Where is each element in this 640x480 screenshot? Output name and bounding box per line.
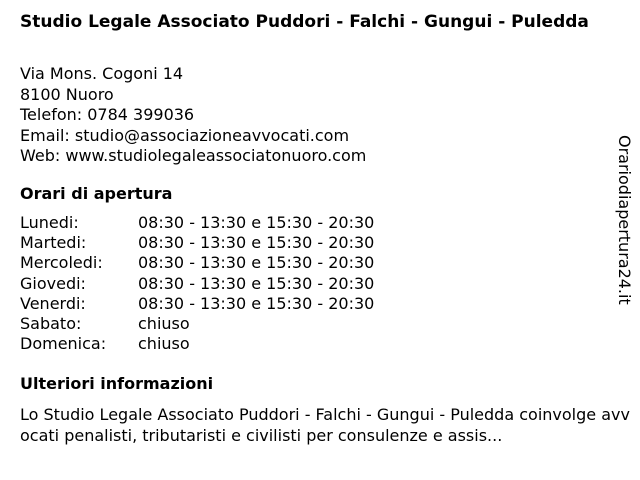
day-label: Venerdi: [20, 293, 86, 313]
contact-block [20, 64, 366, 167]
hours-value: 08:30 - 13:30 e 15:30 - 20:30 [138, 273, 375, 293]
hours-value: 08:30 - 13:30 e 15:30 - 20:30 [138, 253, 375, 273]
phone: Telefon: 0784 399036 [20, 105, 195, 124]
hours-value: chiuso [138, 334, 190, 354]
day-label: Domenica: [20, 334, 107, 354]
street-address: Via Mons. Cogoni 14 [20, 64, 184, 83]
brand-watermark: Orariodiapertura24.it [615, 135, 634, 305]
hours-value: 08:30 - 13:30 e 15:30 - 20:30 [138, 213, 375, 232]
website: Web: www.studiolegaleassociatonuoro.com [20, 146, 367, 165]
day-label: Lunedi: [20, 213, 79, 232]
more-info-heading: Ulteriori informazioni [20, 374, 214, 393]
hours-value: chiuso [138, 313, 190, 333]
day-label: Sabato: [20, 313, 82, 333]
business-name: Studio Legale Associato Puddori - Falchi - Gungui - Puledda [20, 12, 589, 32]
email: Email: studio@associazioneavvocati.com [20, 125, 350, 145]
day-label: Martedi: [20, 233, 87, 253]
city: 8100 Nuoro [20, 84, 114, 104]
hours-value: 08:30 - 13:30 e 15:30 - 20:30 [138, 293, 375, 313]
description-text: Lo Studio Legale Associato Puddori - Falchi - Gungui - Puledda coinvolge avvocati penalisti, tributaristi e civilisti per consulenze e assis... [20, 405, 630, 445]
day-label: Mercoledi: [20, 253, 103, 273]
hours-value: 08:30 - 13:30 e 15:30 - 20:30 [138, 233, 375, 253]
day-label: Giovedi: [20, 273, 86, 293]
opening-hours-heading: Orari di apertura [20, 184, 173, 203]
